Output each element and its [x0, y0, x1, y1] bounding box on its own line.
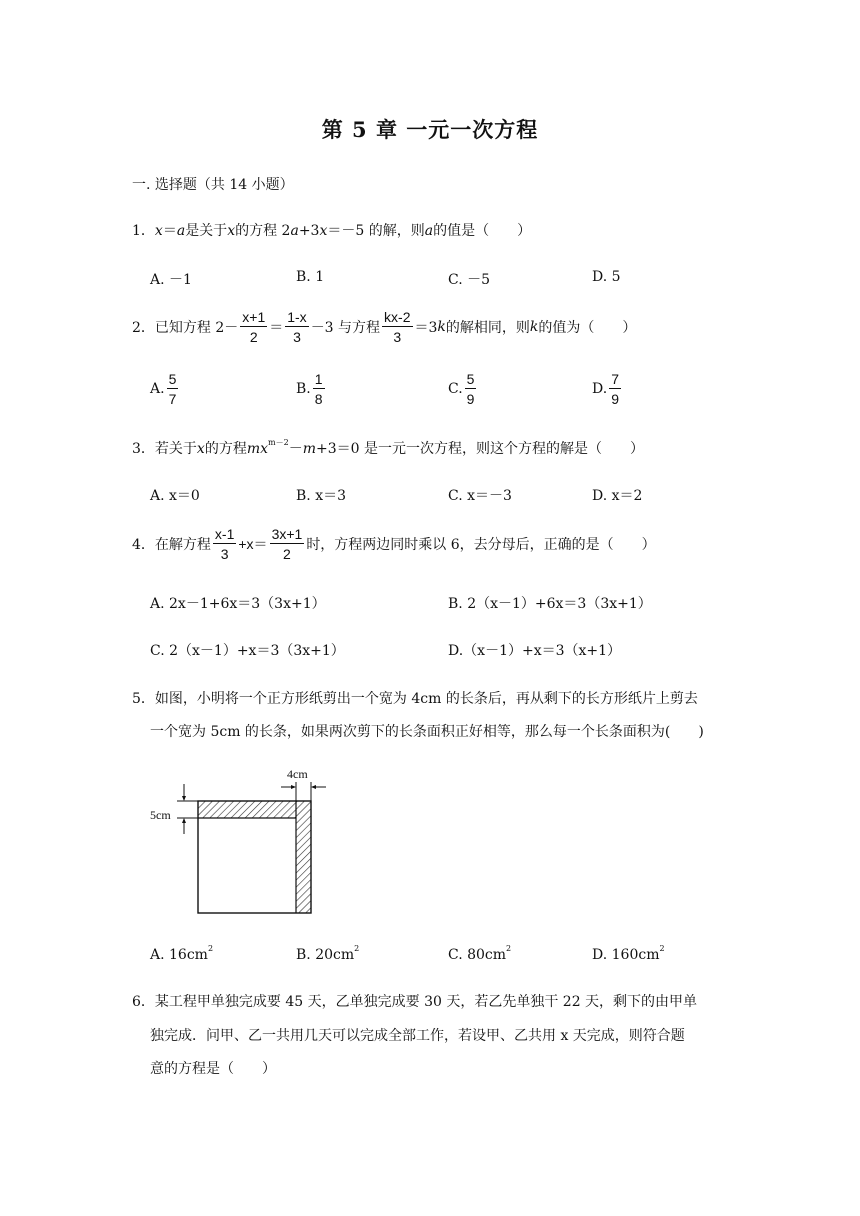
question-3-stem: 3．若关于x的方程$mx^{m-2}-m+3=0$ 是一元一次方程，则这个方程的解是（ ） [132, 438, 644, 457]
square-paper-figure [140, 760, 340, 920]
q5-option-d: D. $160cm^2$ [592, 944, 665, 963]
fraction: $\frac{1-x}{3}$ [287, 309, 307, 345]
q3-option-c: C. x＝－3 [448, 488, 512, 504]
fraction: $\frac{3x+1}{2}$ [271, 526, 303, 562]
q5-option-b: B. $20cm^2$ [296, 944, 360, 963]
right-strip [296, 801, 311, 913]
q1-option-a: A. －1 [150, 272, 192, 288]
question-1-stem: 1．x＝a是关于x的方程 2a+3x＝－5 的解，则a的值是（ ） [132, 223, 532, 239]
q1-option-b: B. 1 [296, 269, 325, 285]
q2-option-a: A. $\frac{5}{7}$ [150, 371, 177, 407]
question-5-line-1: 5．如图，小明将一个正方形纸剪出一个宽为 4cm 的长条后，再从剩下的长方形纸片上剪去 [132, 691, 698, 707]
q3-option-b: B. x＝3 [296, 488, 346, 504]
question-6-line-2: 独完成．问甲、乙一共用几天可以完成全部工作，若设甲、乙共用 x 天完成，则符合题 [150, 1028, 685, 1044]
question-5-line-2: 一个宽为 5cm 的长条，如果两次剪下的长条面积正好相等，那么每一个长条面积为( ) [150, 724, 704, 740]
question-4-stem: 4．在解方程 $\frac{x-1}{3}$ +x＝ $\frac{3x+1}{2}$ 时，方程两边同时乘以 6，去分母后，正确的是（ ） [132, 526, 656, 562]
q5-option-c: C. $80cm^2$ [448, 944, 512, 963]
question-6-line-1: 6．某工程甲单独完成要 45 天，乙单独完成要 30 天，若乙先单独干 22 天，剩下的由甲单 [132, 994, 698, 1010]
q5-option-a: A. $16cm^2$ [150, 944, 214, 963]
figure-label-5cm: 5cm [150, 808, 171, 822]
q4-option-d: D.（x－1）+x＝3（x+1） [448, 643, 622, 659]
q4-option-b: B. 2（x－1）+6x＝3（3x+1） [448, 596, 652, 612]
fraction: $\frac{x-1}{3}$ [214, 526, 235, 562]
fraction: $\frac{kx-2}{3}$ [384, 309, 411, 345]
q1-option-c: C. －5 [448, 272, 491, 288]
q4-option-c: C. 2（x－1）+x＝3（3x+1） [150, 643, 345, 659]
q2-option-d: D. $\frac{7}{9}$ [592, 371, 619, 407]
q1-option-d: D. 5 [592, 269, 621, 285]
q2-option-c: C. $\frac{5}{9}$ [448, 371, 475, 407]
q3-option-a: A. x＝0 [150, 488, 200, 504]
figure-label-4cm: 4cm [287, 767, 308, 781]
top-strip [198, 801, 296, 818]
section-heading: 一. 选择题（共 14 小题） [132, 177, 294, 193]
page-title: 第 5 章 一元一次方程 [321, 117, 539, 142]
fraction: $\frac{x+1}{2}$ [242, 309, 266, 345]
q3-option-d: D. x＝2 [592, 488, 643, 504]
q4-option-a: A. 2x－1+6x＝3（3x+1） [150, 596, 326, 612]
question-6-line-3: 意的方程是（ ） [150, 1061, 276, 1077]
question-2-stem: 2．已知方程 2－ $\frac{x+1}{2}$ ＝ $\frac{1-x}{3}$ －3 与方程 $\frac{kx-2}{3}$ ＝3 k 的解相同，则 k 的值为（ ） [132, 309, 637, 345]
q2-option-b: B. $\frac{1}{8}$ [296, 371, 323, 407]
